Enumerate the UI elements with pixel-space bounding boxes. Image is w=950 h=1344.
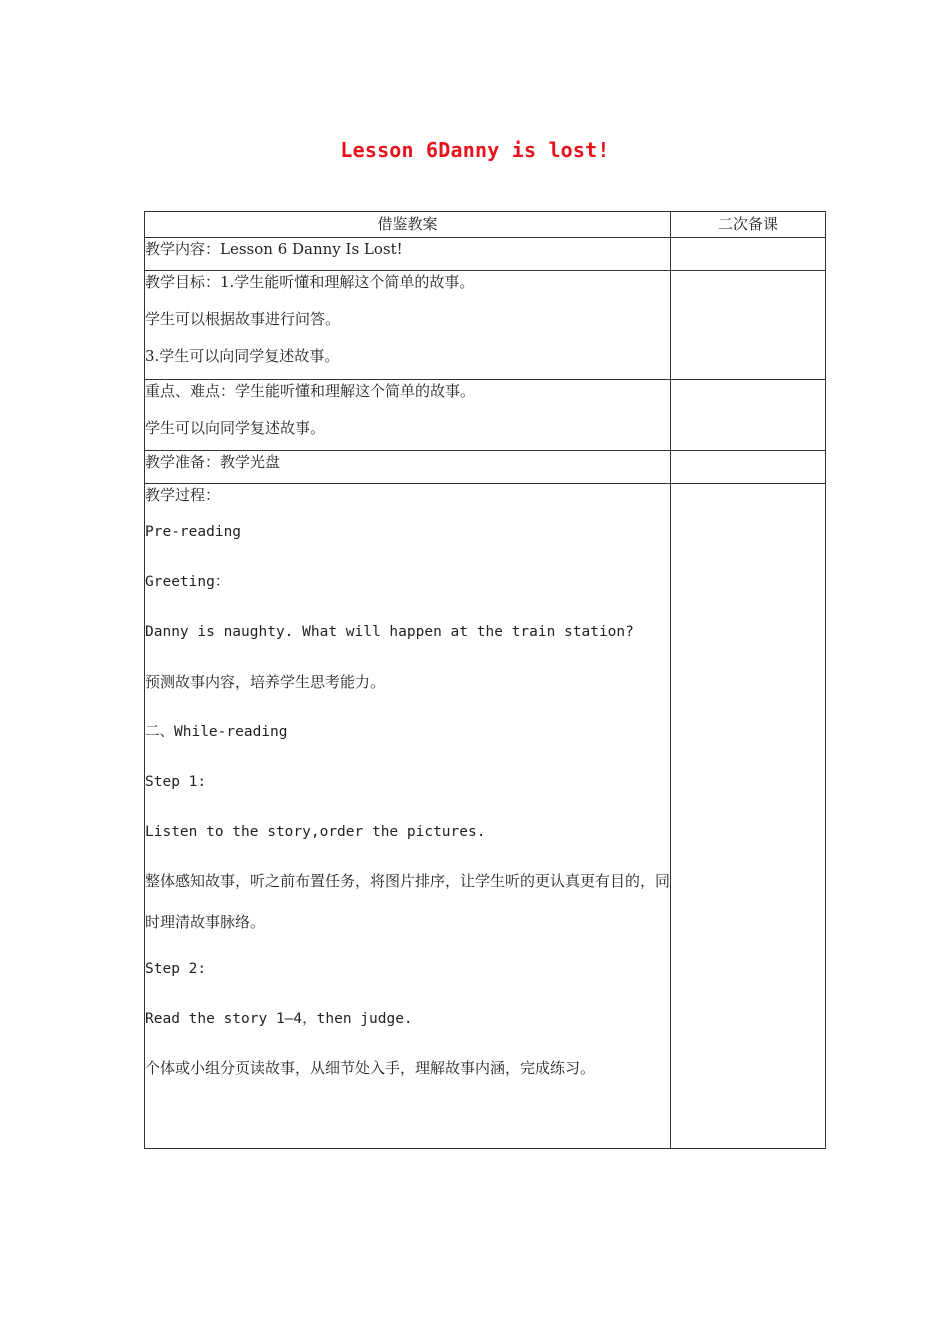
teaching-goals-cell <box>145 271 671 380</box>
goal-line-1: 教学目标：1.学生能听懂和理解这个简单的故事。 <box>145 273 475 291</box>
while-reading-label: 二、While-reading <box>145 724 288 740</box>
side-notes-cell <box>671 271 826 380</box>
step-2-note: 个体或小组分页读故事，从细节处入手，理解故事内涵，完成练习。 <box>145 1059 596 1077</box>
lesson-plan-table <box>144 211 826 1149</box>
document-title: Lesson 6Danny is lost! <box>340 138 610 162</box>
step-1-note: 整体感知故事，听之前布置任务，将图片排序，让学生听的更认真更有目的，同时理清故事脉络。 <box>145 872 671 931</box>
greeting-label: Greeting： <box>145 574 230 590</box>
key-points-cell <box>145 380 671 451</box>
pre-reading-label: Pre-reading <box>145 524 242 540</box>
preparation-text: 教学准备：教学光盘 <box>145 453 281 471</box>
step-2-label: Step 2: <box>145 961 207 977</box>
key-point-line-2: 学生可以向同学复述故事。 <box>145 419 326 437</box>
side-notes-cell <box>671 380 826 451</box>
step-1-task: Listen to the story,order the pictures. <box>145 824 486 840</box>
table-row-goals <box>145 271 826 380</box>
warmup-question: Danny is naughty. What will happen at the train station? <box>145 624 634 640</box>
table-row-preparation <box>145 451 826 484</box>
side-notes-cell <box>671 484 826 1149</box>
teaching-content-text: 教学内容：Lesson 6 Danny Is Lost! <box>145 240 403 258</box>
key-point-line-1: 重点、难点：学生能听懂和理解这个简单的故事。 <box>145 382 476 400</box>
table-row-key-points <box>145 380 826 451</box>
goal-line-3: 3.学生可以向同学复述故事。 <box>145 347 340 365</box>
table-row-process <box>145 484 826 1149</box>
header-side-column: 二次备课 <box>671 212 826 238</box>
step-1-label: Step 1: <box>145 774 207 790</box>
side-notes-cell <box>671 238 826 271</box>
predict-note: 预测故事内容，培养学生思考能力。 <box>145 673 386 691</box>
table-header-row <box>145 212 826 238</box>
preparation-cell <box>145 451 671 484</box>
side-notes-cell <box>671 451 826 484</box>
table-row-content <box>145 238 826 271</box>
header-main-column: 借鉴教案 <box>145 212 671 238</box>
teaching-process-cell <box>145 484 671 1149</box>
step-2-task: Read the story 1—4，then judge. <box>145 1011 413 1027</box>
goal-line-2: 学生可以根据故事进行问答。 <box>145 310 341 328</box>
process-heading: 教学过程： <box>145 486 221 504</box>
teaching-content-cell <box>145 238 671 271</box>
